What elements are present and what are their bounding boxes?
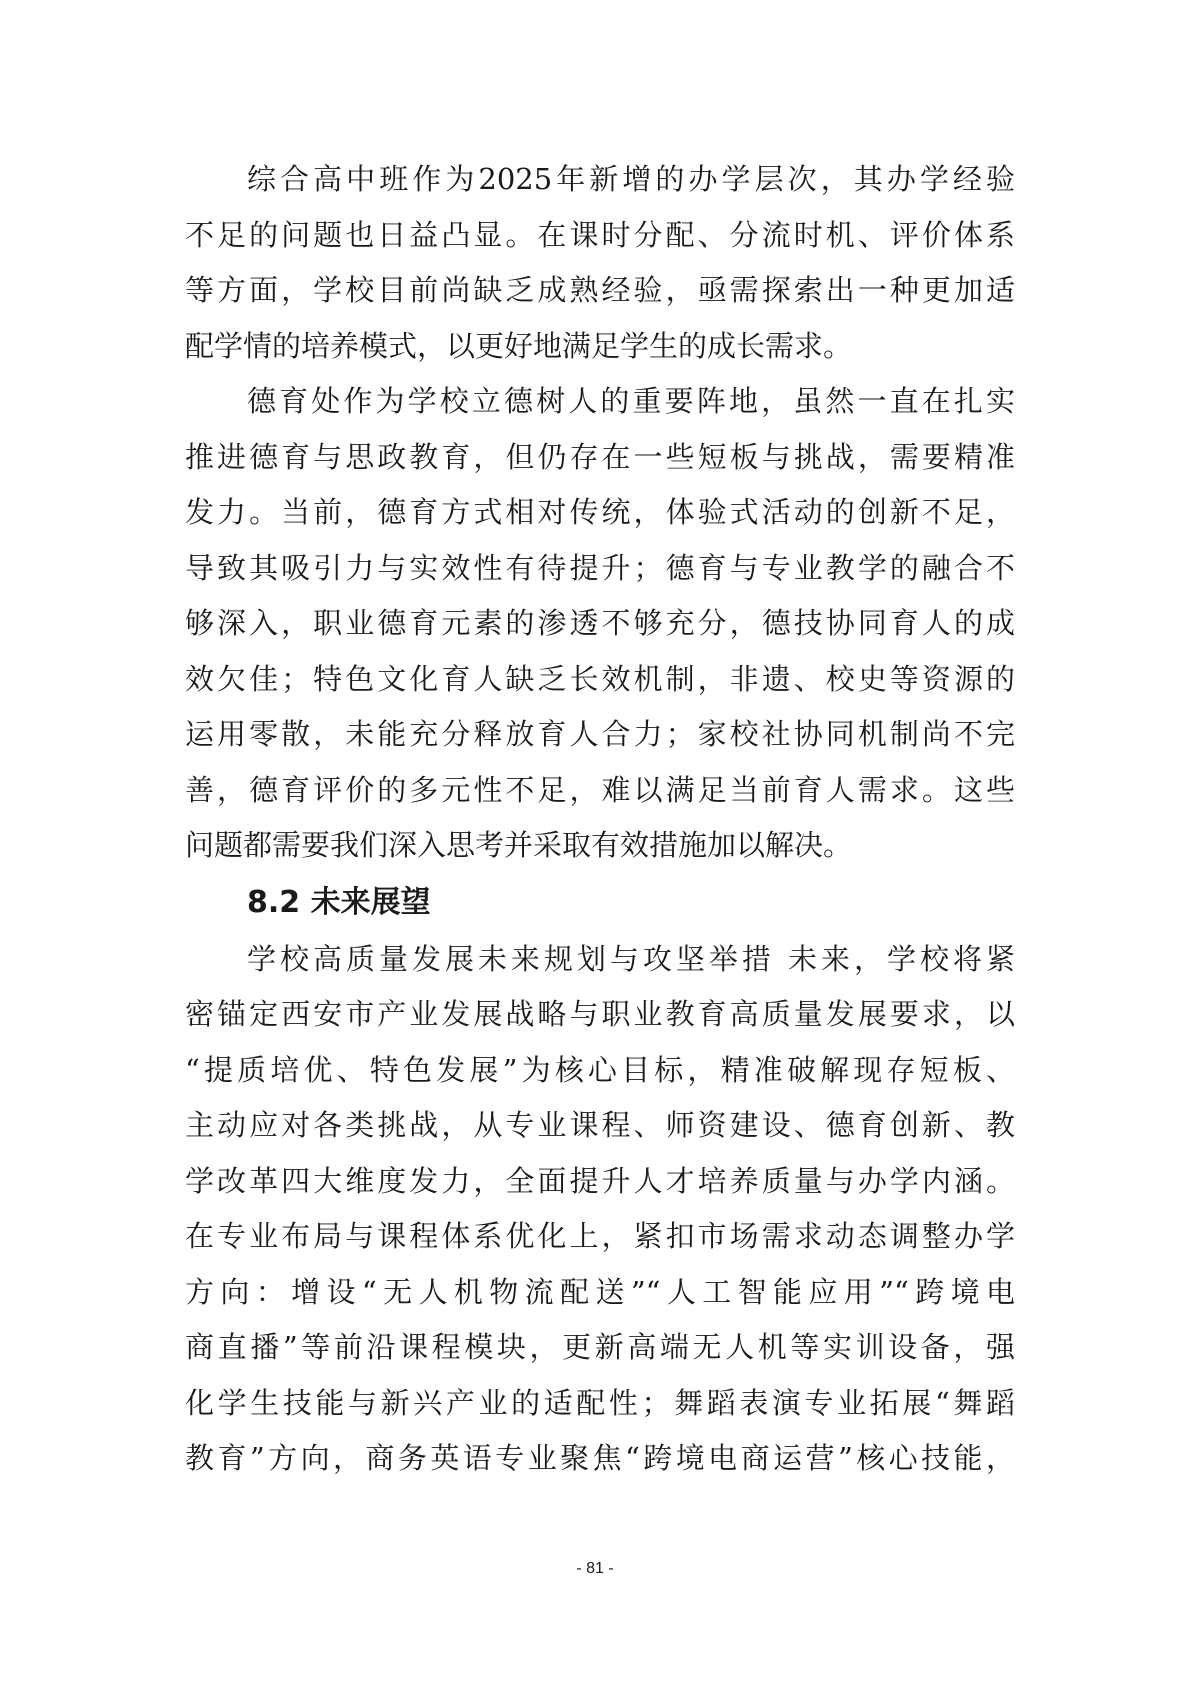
text-line: 善，德育评价的多元性不足，难以满足当前育人需求。这些 [185,772,1015,807]
text-line: 商直播”等前沿课程模块，更新高端无人机等实训设备，强 [185,1330,1015,1364]
text-line: 学校高质量发展未来规划与攻坚举措 未来，学校将紧 [247,941,1015,976]
paragraph-comprehensive-high-school [185,152,1015,374]
text-line: 教育”方向，商务英语专业聚焦“跨境电商运营”核心技能， [185,1441,1015,1475]
text-line: 方向：增设“无人机物流配送”“人工智能应用”“跨境电 [185,1274,1015,1309]
page-body [185,152,1015,1487]
text-line: 等方面，学校目前尚缺乏成熟经验，亟需探索出一种更加适 [185,273,1015,307]
text-line: 不足的问题也日益凸显。在课时分配、分流时机、评价体系 [185,217,1015,252]
text-line: 综合高中班作为2025年新增的办学层次，其办学经验 [247,162,1015,196]
text-line: “提质培优、特色发展”为核心目标，精准破解现存短板、 [185,1052,1015,1087]
paragraph-future-outlook [185,932,1015,1487]
text-line: 学改革四大维度发力，全面提升人才培养质量与办学内涵。 [185,1163,1015,1198]
text-line: 密锚定西安市产业发展战略与职业教育高质量发展要求，以 [185,997,1015,1031]
text-line: 配学情的培养模式，以更好地满足学生的成长需求。 [185,328,853,363]
text-line: 效欠佳；特色文化育人缺乏长效机制，非遗、校史等资源的 [185,661,1015,696]
text-line: 问题都需要我们深入思考并采取有效措施加以解决。 [185,828,853,862]
section-heading: 8.2 未来展望 [247,884,431,920]
text-line: 够深入，职业德育元素的渗透不够充分，德技协同育人的成 [185,606,1015,640]
text-line: 运用零散，未能充分释放育人合力；家校社协同机制尚不完 [185,717,1015,751]
page-number: - 81 - [576,1560,614,1577]
text-line: 德育处作为学校立德树人的重要阵地，虽然一直在扎实 [247,384,1015,418]
paragraph-moral-education [185,374,1015,874]
text-line: 主动应对各类挑战，从专业课程、师资建设、德育创新、教 [185,1108,1015,1142]
text-line: 化学生技能与新兴产业的适配性；舞蹈表演专业拓展“舞蹈 [185,1385,1015,1420]
text-line: 导致其吸引力与实效性有待提升；德育与专业教学的融合不 [185,550,1015,585]
text-line: 发力。当前，德育方式相对传统，体验式活动的创新不足， [185,495,1015,529]
text-line: 推进德育与思政教育，但仍存在一些短板与挑战，需要精准 [185,439,1015,474]
text-line: 在专业布局与课程体系优化上，紧扣市场需求动态调整办学 [185,1219,1015,1253]
